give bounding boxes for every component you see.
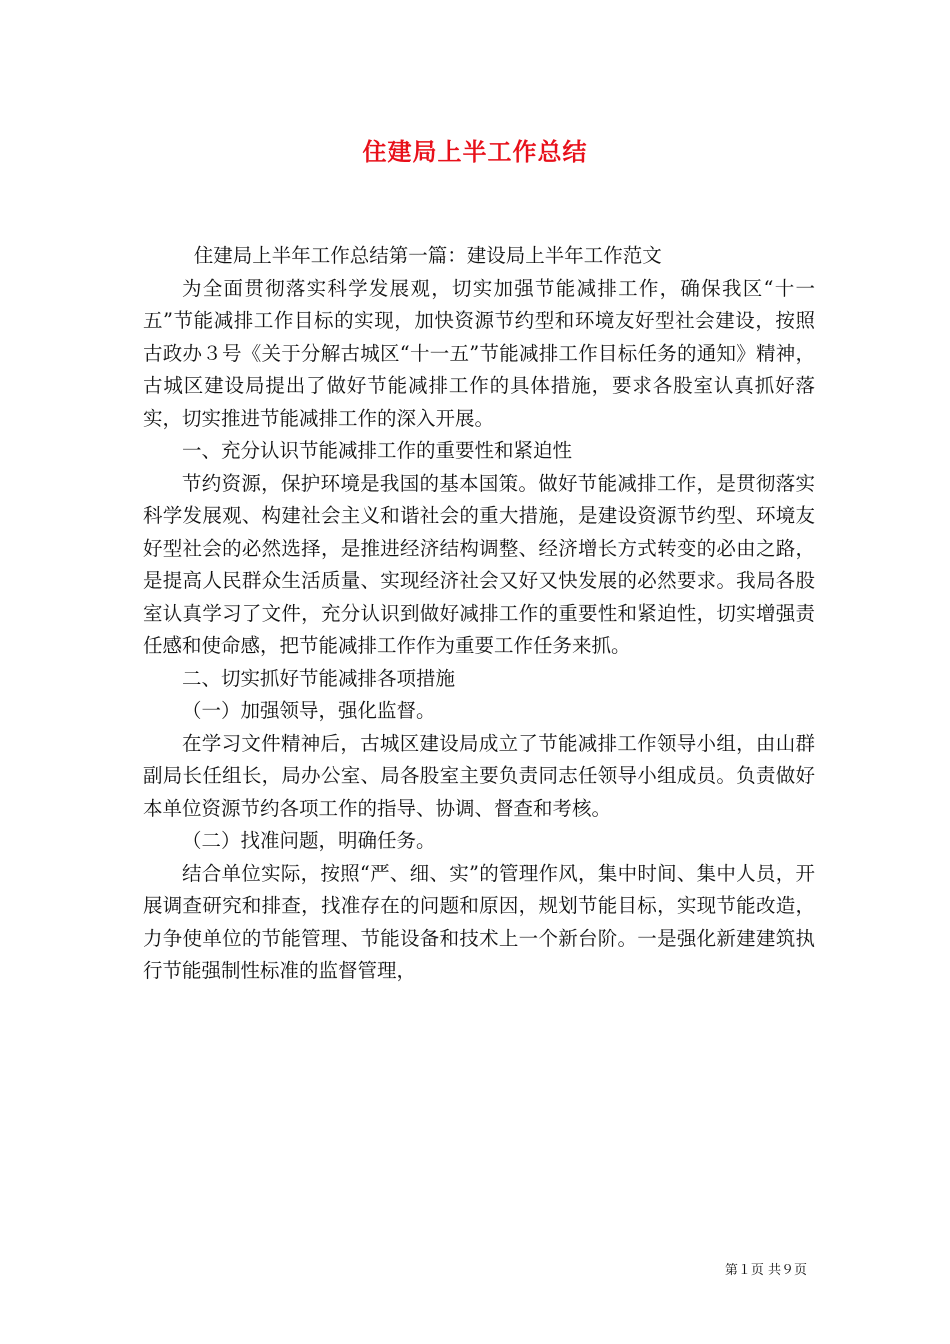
paragraph-section-1: 节约资源，保护环境是我国的基本国策。做好节能减排工作，是贯彻落实科学发展观、构建社会主义和谐社会的重大措施，是建设资源节约型、环境友好型社会的必然选择，是推进经济结构调整、经济增长方式转变的必由之路，是提高人民群众生活质量、实现经济社会又好又快发展的必然要求。我局各股室认真学习了文件，充分认识到做好减排工作的重要性和紧迫性，切实增强责任感和使命感，把节能减排工作作为重要工作任务来抓。	[143, 471, 815, 657]
subsection-heading-2: （二）找准问题，明确任务。	[182, 829, 436, 852]
paragraph-subsection-2: 结合单位实际，按照“严、细、实”的管理作风，集中时间、集中人员，开展调查研究和排查，找准存在的问题和原因，规划节能目标，实现节能改造，力争使单位的节能管理、节能设备和技术上一个新台阶。一是强化新建建筑执行节能强制性标准的监督管理，	[143, 861, 815, 982]
section-heading-2: 二、切实抓好节能减排各项措施	[182, 666, 456, 690]
subsection-heading-1: （一）加强领导，强化监督。	[182, 699, 436, 722]
paragraph-subsection-1: 在学习文件精神后，古城区建设局成立了节能减排工作领导小组，由山群副局长任组长，局办公室、局各股室主要负责同志任领导小组成员。负责做好本单位资源节约各项工作的指导、协调、督查和考核。	[143, 731, 815, 820]
document-subtitle: 住建局上半年工作总结第一篇：建设局上半年工作范文	[193, 244, 662, 267]
section-heading-1: 一、充分认识节能减排工作的重要性和紧迫性	[182, 439, 573, 462]
document-title: 住建局上半工作总结	[362, 137, 588, 166]
page-number: 第１页 共９页	[724, 1263, 807, 1278]
document-body	[143, 240, 815, 988]
paragraph-intro: 为全面贯彻落实科学发展观，切实加强节能减排工作，确保我区“十一五”节能减排工作目标的实现，加快资源节约型和环境友好型社会建设，按照古政办３号《关于分解古城区“十一五”节能减排工作目标任务的通知》精神，古城区建设局提出了做好节能减排工作的具体措施，要求各股室认真抓好落实，切实推进节能减排工作的深入开展。	[143, 276, 815, 430]
